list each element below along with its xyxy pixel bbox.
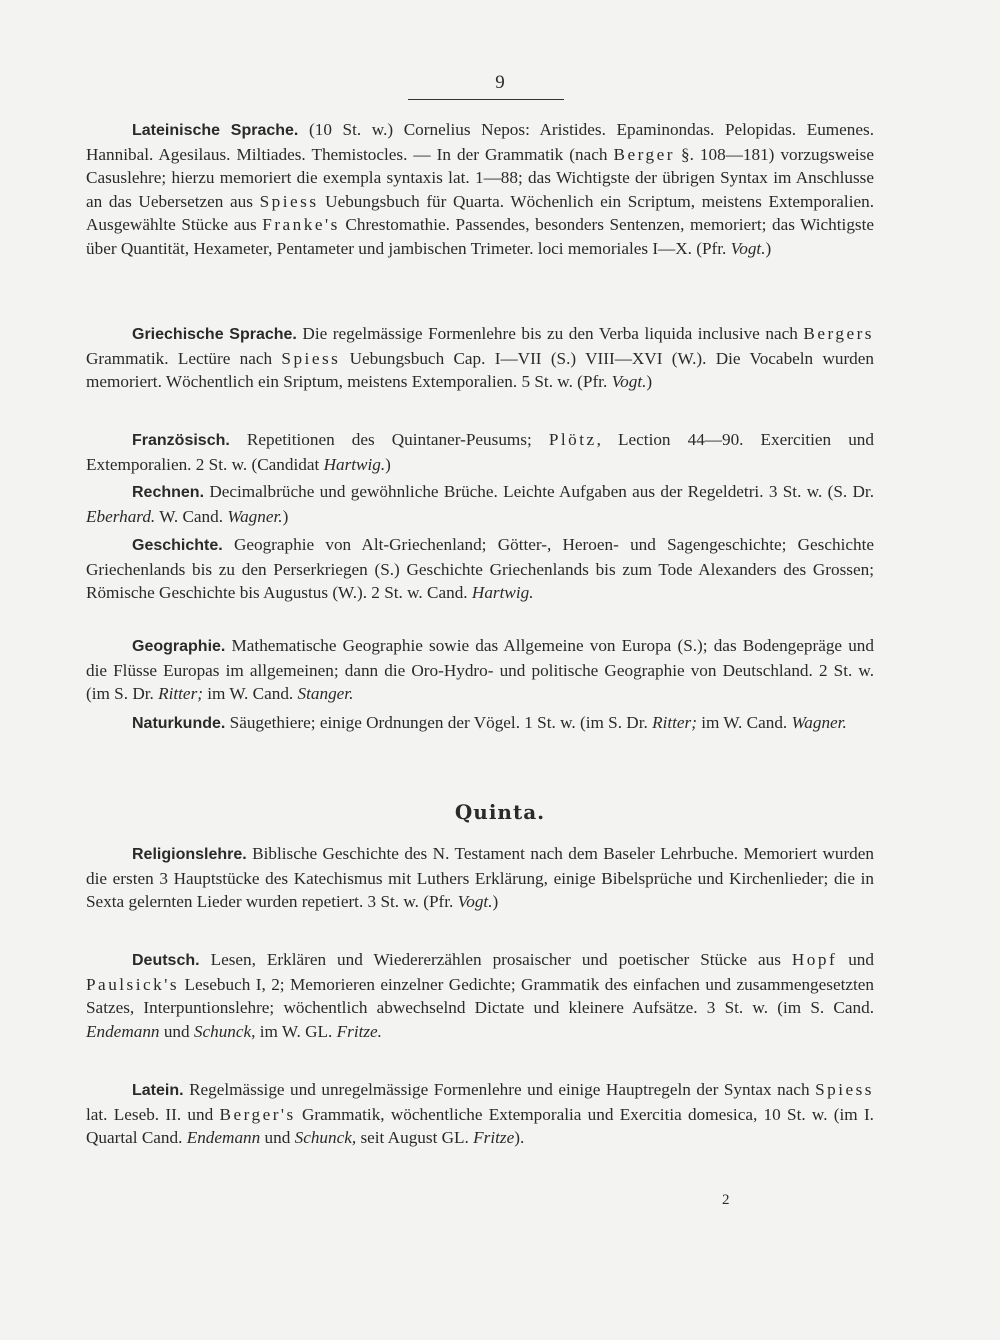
text-run: und — [260, 1128, 295, 1148]
text-run: Lesen, Erklären und Wiedererzählen prosaischer und poetischer Stücke aus — [199, 950, 792, 969]
text-run: , Lection 44—90. Exercitien und Extemporalien. 2 St. w. (Candidat — [86, 430, 874, 474]
paragraph-franzoesisch — [86, 428, 874, 476]
text-run: (10 St. w.) Cornelius Nepos: Aristides. Epaminondas. Pelopidas. Eumenes. Hannibal. Agesilaus. Miltiades. Themistocles. — In der Grammatik (nach — [86, 120, 874, 164]
text-run: Säugethiere; einige Ordnungen der Vögel. 1 St. w. (im S. Dr. — [225, 713, 653, 732]
teacher-name: Hartwig. — [471, 583, 534, 603]
subject-heading: Latein. — [132, 1082, 184, 1099]
text-run: im W. Cand. — [696, 713, 792, 732]
subject-heading: Lateinische Sprache. — [132, 122, 299, 139]
text-run: Decimalbrüche und gewöhnliche Brüche. Leichte Aufgaben aus der Regeldetri. 3 St. w. (S. Dr. — [204, 482, 874, 501]
text-run: lat. Leseb. II. und — [86, 1104, 220, 1124]
spaced-name: Bergers — [803, 324, 874, 343]
spaced-name: Spiess — [281, 348, 341, 368]
teacher-name: Wagner. — [791, 713, 847, 732]
text-run: Uebungsbuch Cap. I—VII (S.) VIII—XVI (W.). Die Vocabeln wurden memoriert. Wöchentlich ein Sriptum, meistens Extemporalien. 5 St. w. (Pfr. — [86, 348, 875, 392]
teacher-name: Hartwig. — [323, 454, 386, 474]
paragraph-latein — [86, 1078, 874, 1150]
text-run: Biblische Geschichte des N. Testament nach dem Baseler Lehrbuche. Memoriert wurden die ersten 3 Hauptstücke des Katechismus mit Luthers Erklärung, einige Bibelsprüche und Kirchenlieder; die in Sexta gelernten Lieder wurden repetiert. 3 St. w. (Pfr. — [86, 844, 874, 912]
signature-mark: 2 — [722, 1192, 730, 1208]
paragraph-deutsch — [86, 948, 874, 1043]
teacher-name: Endemann — [186, 1128, 261, 1148]
text-run: Uebungsbuch für Quarta. Wöchenlich ein Scriptum, meistens Extemporalien. Ausgewählte Stücke aus — [86, 191, 874, 235]
teacher-name: Eberhard. — [86, 506, 156, 526]
spaced-name: Plötz — [548, 430, 597, 449]
text-run: §. 108—181) vorzugsweise Casuslehre; hierzu memoriert die exempla syntaxis lat. 1—88; das Wichtigste der übrigen Syntax im Anschlusse an das Uebersetzen aus — [86, 144, 874, 211]
spaced-name: Berger's — [219, 1104, 296, 1124]
subject-heading: Griechische Sprache. — [132, 326, 297, 343]
subject-heading: Geschichte. — [132, 537, 223, 554]
text-run: und — [159, 1021, 194, 1041]
paragraph-religionslehre — [86, 842, 874, 914]
text-run: ). — [514, 1128, 525, 1148]
page-number: 9 — [495, 72, 505, 93]
spaced-name: Berger — [613, 144, 675, 164]
text-run: und — [837, 950, 874, 969]
text-run: Lesebuch I, 2; Memorieren einzelner Gedichte; Grammatik des einfachen und zusammengesetzten Satzes, Interpuntionslehre; wöchentlich abwechselnd Dictate und kleinere Aufsätze. 3 St. w. (im S. Cand. — [86, 974, 874, 1018]
paragraph-lateinische-sprache — [86, 118, 874, 261]
spaced-name: Hopf — [791, 950, 838, 969]
spaced-name: Paulsick's — [86, 974, 180, 994]
text-run: ) — [282, 506, 289, 526]
subject-heading: Geographie. — [132, 638, 226, 655]
text-run: Regelmässige und unregelmässige Formenlehre und einige Hauptregeln der Syntax nach — [183, 1080, 816, 1099]
teacher-name: Fritze. — [336, 1021, 382, 1041]
teacher-name: Schunck, — [294, 1128, 357, 1148]
teacher-name: Fritze — [473, 1128, 515, 1148]
text-run: Mathematische Geographie sowie das Allgemeine von Europa (S.); das Bodengepräge und die Flüsse Europas im allgemeinen; dann die Oro-Hydro- und politische Geographie von Deutschland. 2 St. w. (im S. Dr. — [86, 636, 874, 704]
subject-heading: Französisch. — [132, 432, 230, 449]
subject-heading: Deutsch. — [132, 952, 200, 969]
text-run: Grammatik. Lectüre nach — [86, 348, 282, 368]
spaced-name: Spiess — [815, 1080, 874, 1099]
section-heading-quinta: Quinta. — [454, 800, 546, 824]
teacher-name: Endemann — [86, 1021, 160, 1041]
text-run: Die regelmässige Formenlehre bis zu den Verba liquida inclusive nach — [296, 324, 804, 343]
text-run: im W. GL. — [255, 1021, 337, 1041]
spaced-name: Spiess — [259, 191, 319, 211]
text-run: seit August GL. — [356, 1128, 474, 1148]
text-run: Grammatik, wöchentliche Extemporalia und Exercitia domesica, 10 St. w. (im I. Quartal Cand. — [86, 1104, 874, 1148]
text-run: Geographie von Alt-Griechenland; Götter-, Heroen- und Sagengeschichte; Geschichte Griechenlands bis zu den Perserkriegen (S.) Geschichte Griechenlands bis zum Tode Alexanders des Grossen; Römische Geschichte bis Augustus (W.). 2 St. w. Cand. — [86, 535, 874, 603]
text-run: ) — [765, 238, 772, 258]
text-run: Chrestomathie. Passendes, besonders Sentenzen, memoriert; das Wichtigste über Quantität, Hexameter, Pentameter und jambischen Trimeter. loci memoriales I—X. (Pfr. — [86, 215, 875, 258]
text-run: im W. Cand. — [202, 684, 298, 704]
paragraph-geschichte — [86, 533, 874, 605]
text-run: ) — [385, 454, 391, 474]
header-rule — [408, 99, 564, 100]
teacher-name: Ritter; — [158, 684, 203, 704]
teacher-name: Schunck, — [193, 1021, 256, 1041]
paragraph-griechische-sprache — [86, 322, 874, 394]
teacher-name: Vogt. — [730, 238, 766, 258]
paragraph-geographie — [86, 634, 874, 706]
teacher-name: Ritter; — [652, 713, 697, 732]
teacher-name: Vogt. — [611, 372, 647, 392]
teacher-name: Stanger. — [297, 684, 354, 704]
text-run: ) — [492, 892, 499, 912]
teacher-name: Wagner. — [227, 506, 283, 526]
paragraph-rechnen — [86, 480, 874, 528]
teacher-name: Vogt. — [457, 892, 493, 912]
text-run: Repetitionen des Quintaner-Peusums; — [229, 430, 549, 449]
paragraph-naturkunde — [86, 711, 874, 736]
text-run: ) — [646, 372, 653, 392]
subject-heading: Religionslehre. — [132, 846, 247, 863]
spaced-name: Franke's — [262, 215, 340, 235]
text-run: W. Cand. — [155, 506, 228, 526]
subject-heading: Naturkunde. — [132, 715, 226, 732]
subject-heading: Rechnen. — [132, 484, 205, 501]
